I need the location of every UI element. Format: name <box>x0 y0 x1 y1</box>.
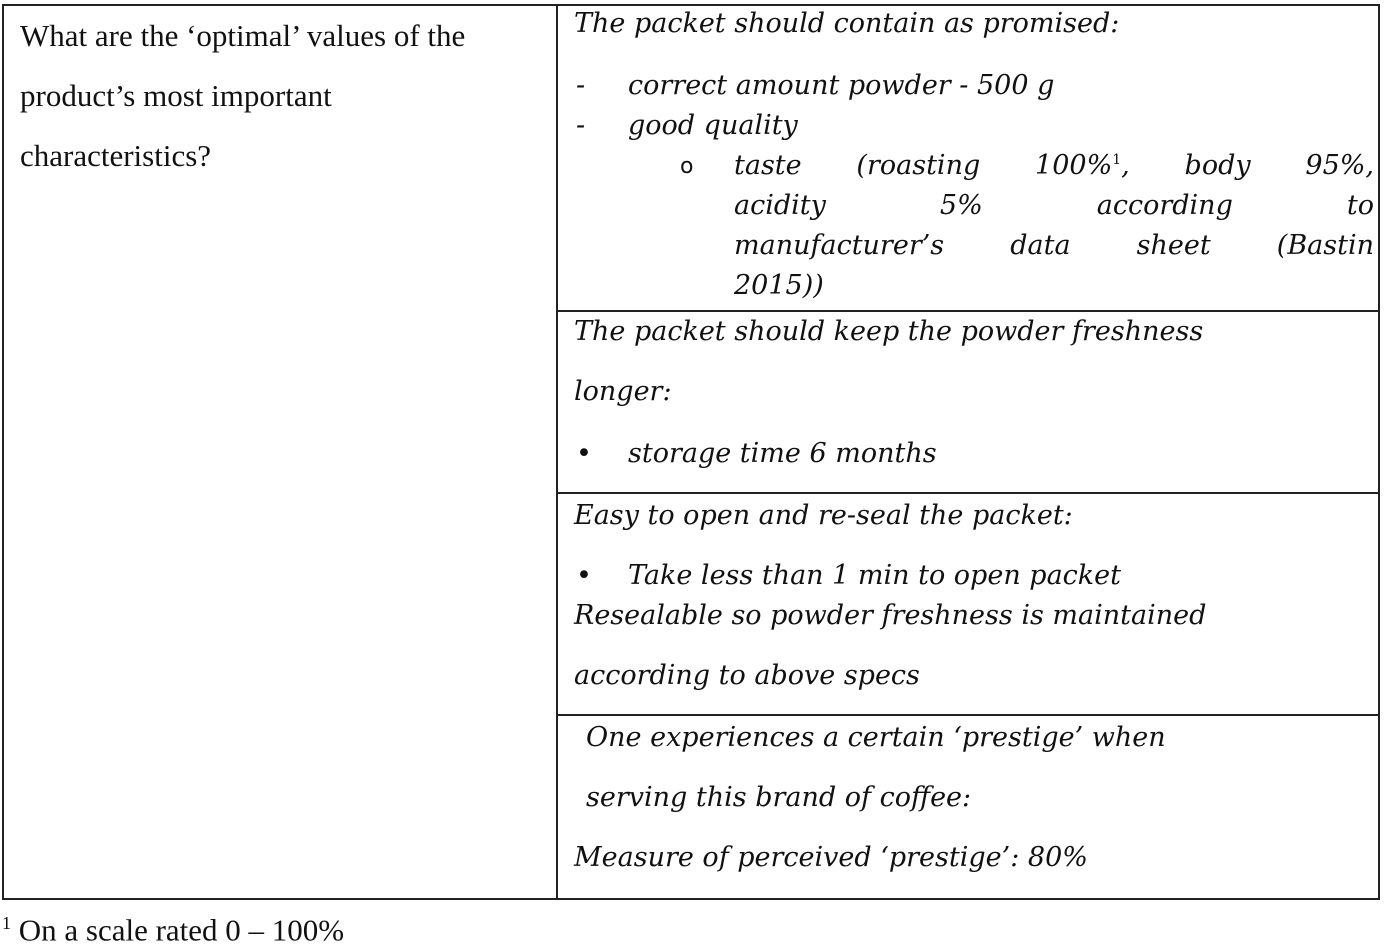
list-item: correct amount powder - 500 g <box>628 70 1055 101</box>
answer-cell-contents <box>558 6 1380 312</box>
list-item: good quality <box>628 110 798 141</box>
question-line: characteristics? <box>20 138 212 173</box>
footnote-ref: 1 <box>1112 152 1122 168</box>
bullet-marker: • <box>576 438 592 469</box>
answer-cell-opening <box>558 494 1380 716</box>
list-item: Take less than 1 min to open packet <box>628 560 1121 591</box>
cell-heading: The packet should contain as promised: <box>574 8 1120 39</box>
sub-list-item-cont: acidity 5% according to <box>734 190 1374 221</box>
cell-text: One experiences a certain ‘prestige’ when <box>586 722 1166 753</box>
characteristics-table <box>2 4 1380 900</box>
answer-cell-freshness <box>558 312 1380 494</box>
cell-heading: Easy to open and re-seal the packet: <box>574 500 1073 531</box>
dash-marker: - <box>576 70 586 101</box>
sub-list-item-cont: 2015)) <box>734 270 824 301</box>
sub-list-item-cont: manufacturer’s data sheet (Bastin <box>734 230 1374 261</box>
footnote <box>2 905 344 948</box>
question-cell <box>20 6 540 186</box>
question-line: What are the ‘optimal’ values of the <box>20 18 466 53</box>
question-line: product’s most important <box>20 78 332 113</box>
cell-text: Measure of perceived ‘prestige’: 80% <box>574 842 1088 873</box>
cell-heading: longer: <box>574 376 672 407</box>
cell-text: Resealable so powder freshness is maintained <box>574 600 1207 631</box>
bullet-marker: • <box>576 560 592 591</box>
cell-heading: The packet should keep the powder freshness <box>574 316 1204 347</box>
circle-bullet: o <box>680 154 694 179</box>
answer-cell-prestige <box>558 716 1380 898</box>
footnote-text: On a scale rated 0 – 100% <box>11 912 345 948</box>
cell-text: serving this brand of coffee: <box>586 782 972 813</box>
sub-list-item: taste (roasting 100%$^1$, body 95%, <box>734 150 1375 181</box>
list-item: storage time 6 months <box>628 438 937 469</box>
dash-marker: - <box>576 110 586 141</box>
cell-text: according to above specs <box>574 660 920 691</box>
footnote-marker: 1 <box>2 913 11 933</box>
